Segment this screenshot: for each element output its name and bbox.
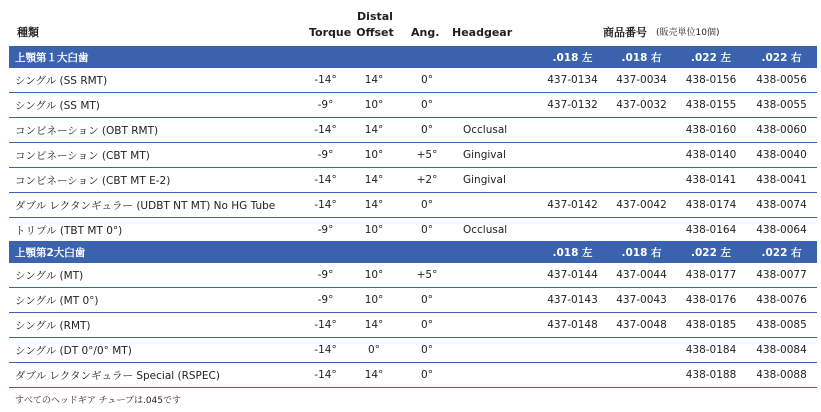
code-cell: 438-0185 — [676, 313, 746, 338]
code-cell — [538, 168, 607, 193]
header-ang: Ang. — [411, 26, 440, 39]
ang-cell: 0° — [399, 313, 455, 338]
code-cell: 438-0040 — [746, 143, 817, 168]
section-title: 上顎第2大臼歯 — [9, 241, 302, 263]
size-label: .022 右 — [746, 46, 817, 68]
code-cell: 438-0177 — [676, 263, 746, 288]
code-cell: 438-0156 — [676, 68, 746, 93]
size-label: .018 左 — [538, 46, 607, 68]
table-row — [9, 168, 817, 193]
table-row — [9, 68, 817, 93]
header-headgear: Headgear — [452, 26, 513, 39]
torque-cell: -9° — [302, 93, 349, 118]
code-cell — [538, 218, 607, 243]
headgear-cell — [455, 93, 538, 118]
size-label: .022 左 — [676, 46, 746, 68]
table-row — [9, 313, 817, 338]
offset-cell: 14° — [349, 168, 399, 193]
ang-cell: 0° — [399, 93, 455, 118]
code-cell: 437-0134 — [538, 68, 607, 93]
code-cell: 438-0176 — [676, 288, 746, 313]
section-band — [9, 241, 817, 263]
ang-cell: 0° — [399, 68, 455, 93]
code-cell: 438-0184 — [676, 338, 746, 363]
header-offset: Offset — [356, 26, 394, 39]
ang-cell: 0° — [399, 288, 455, 313]
header-distal: Distal — [357, 10, 393, 23]
table-row — [9, 118, 817, 143]
size-label: .018 左 — [538, 241, 607, 263]
code-cell — [607, 338, 676, 363]
code-cell: 437-0044 — [607, 263, 676, 288]
offset-cell: 10° — [349, 288, 399, 313]
section-1-table — [9, 46, 817, 243]
table-row — [9, 143, 817, 168]
type-cell: コンビネーション (OBT RMT) — [9, 118, 302, 143]
ang-cell: 0° — [399, 338, 455, 363]
type-cell: コンビネーション (CBT MT E-2) — [9, 168, 302, 193]
code-cell — [607, 363, 676, 388]
ang-cell: 0° — [399, 363, 455, 388]
type-cell: コンビネーション (CBT MT) — [9, 143, 302, 168]
offset-cell: 14° — [349, 313, 399, 338]
headgear-cell: Occlusal — [455, 218, 538, 243]
table-row — [9, 218, 817, 243]
table-row — [9, 263, 817, 288]
type-cell: トリプル (TBT MT 0°) — [9, 218, 302, 243]
header-product-number: 商品番号 — [603, 26, 647, 39]
size-label: .022 左 — [676, 241, 746, 263]
code-cell — [538, 118, 607, 143]
headgear-cell — [455, 313, 538, 338]
torque-cell: -14° — [302, 313, 349, 338]
code-cell: 437-0042 — [607, 193, 676, 218]
column-header — [0, 0, 821, 44]
table-row — [9, 193, 817, 218]
code-cell: 437-0034 — [607, 68, 676, 93]
ang-cell: +5° — [399, 143, 455, 168]
code-cell: 438-0160 — [676, 118, 746, 143]
torque-cell: -9° — [302, 218, 349, 243]
code-cell: 438-0056 — [746, 68, 817, 93]
torque-cell: -14° — [302, 193, 349, 218]
type-cell: シングル (RMT) — [9, 313, 302, 338]
type-cell: ダブル レクタンギュラー Special (RSPEC) — [9, 363, 302, 388]
offset-cell: 14° — [349, 68, 399, 93]
code-cell: 438-0077 — [746, 263, 817, 288]
type-cell: シングル (MT 0°) — [9, 288, 302, 313]
ang-cell: 0° — [399, 218, 455, 243]
code-cell — [607, 168, 676, 193]
headgear-cell: Gingival — [455, 143, 538, 168]
offset-cell: 14° — [349, 193, 399, 218]
torque-cell: -14° — [302, 363, 349, 388]
type-cell: シングル (SS MT) — [9, 93, 302, 118]
code-cell: 438-0188 — [676, 363, 746, 388]
torque-cell: -9° — [302, 143, 349, 168]
offset-cell: 14° — [349, 363, 399, 388]
code-cell: 438-0174 — [676, 193, 746, 218]
size-label: .018 右 — [607, 46, 676, 68]
header-type: 種類 — [17, 26, 39, 39]
headgear-cell — [455, 68, 538, 93]
ang-cell: 0° — [399, 193, 455, 218]
code-cell — [607, 118, 676, 143]
code-cell: 437-0043 — [607, 288, 676, 313]
code-cell: 438-0141 — [676, 168, 746, 193]
headgear-cell — [455, 288, 538, 313]
code-cell — [538, 143, 607, 168]
code-cell: 437-0148 — [538, 313, 607, 338]
footnote: すべてのヘッドギア チューブは.045です — [15, 396, 182, 406]
type-cell: ダブル レクタンギュラー (UDBT NT MT) No HG Tube — [9, 193, 302, 218]
code-cell: 438-0088 — [746, 363, 817, 388]
torque-cell: -14° — [302, 118, 349, 143]
offset-cell: 10° — [349, 143, 399, 168]
headgear-cell — [455, 263, 538, 288]
offset-cell: 10° — [349, 93, 399, 118]
torque-cell: -14° — [302, 168, 349, 193]
section-2-table — [9, 241, 817, 388]
code-cell: 438-0076 — [746, 288, 817, 313]
code-cell: 437-0143 — [538, 288, 607, 313]
section-title: 上顎第１大臼歯 — [9, 46, 302, 68]
headgear-cell: Gingival — [455, 168, 538, 193]
code-cell — [538, 363, 607, 388]
code-cell: 438-0055 — [746, 93, 817, 118]
header-torque: Torque — [309, 26, 352, 39]
code-cell — [538, 338, 607, 363]
offset-cell: 14° — [349, 118, 399, 143]
headgear-cell — [455, 338, 538, 363]
type-cell: シングル (SS RMT) — [9, 68, 302, 93]
torque-cell: -14° — [302, 68, 349, 93]
header-unit-note: (販売単位10個) — [656, 28, 720, 38]
torque-cell: -14° — [302, 338, 349, 363]
size-label: .022 右 — [746, 241, 817, 263]
headgear-cell: Occlusal — [455, 118, 538, 143]
table-row — [9, 288, 817, 313]
code-cell: 438-0155 — [676, 93, 746, 118]
table-row — [9, 93, 817, 118]
table-row — [9, 363, 817, 388]
code-cell: 438-0060 — [746, 118, 817, 143]
code-cell: 437-0048 — [607, 313, 676, 338]
ang-cell: +5° — [399, 263, 455, 288]
code-cell: 438-0164 — [676, 218, 746, 243]
code-cell — [607, 143, 676, 168]
code-cell: 438-0074 — [746, 193, 817, 218]
code-cell: 438-0084 — [746, 338, 817, 363]
type-cell: シングル (MT) — [9, 263, 302, 288]
code-cell: 437-0132 — [538, 93, 607, 118]
ang-cell: +2° — [399, 168, 455, 193]
section-band — [9, 46, 817, 68]
code-cell: 437-0144 — [538, 263, 607, 288]
headgear-cell — [455, 193, 538, 218]
code-cell: 438-0064 — [746, 218, 817, 243]
offset-cell: 10° — [349, 263, 399, 288]
headgear-cell — [455, 363, 538, 388]
code-cell — [607, 218, 676, 243]
code-cell: 438-0140 — [676, 143, 746, 168]
type-cell: シングル (DT 0°/0° MT) — [9, 338, 302, 363]
table-row — [9, 338, 817, 363]
code-cell: 438-0041 — [746, 168, 817, 193]
code-cell: 438-0085 — [746, 313, 817, 338]
ang-cell: 0° — [399, 118, 455, 143]
torque-cell: -9° — [302, 263, 349, 288]
offset-cell: 0° — [349, 338, 399, 363]
offset-cell: 10° — [349, 218, 399, 243]
code-cell: 437-0032 — [607, 93, 676, 118]
torque-cell: -9° — [302, 288, 349, 313]
code-cell: 437-0142 — [538, 193, 607, 218]
size-label: .018 右 — [607, 241, 676, 263]
